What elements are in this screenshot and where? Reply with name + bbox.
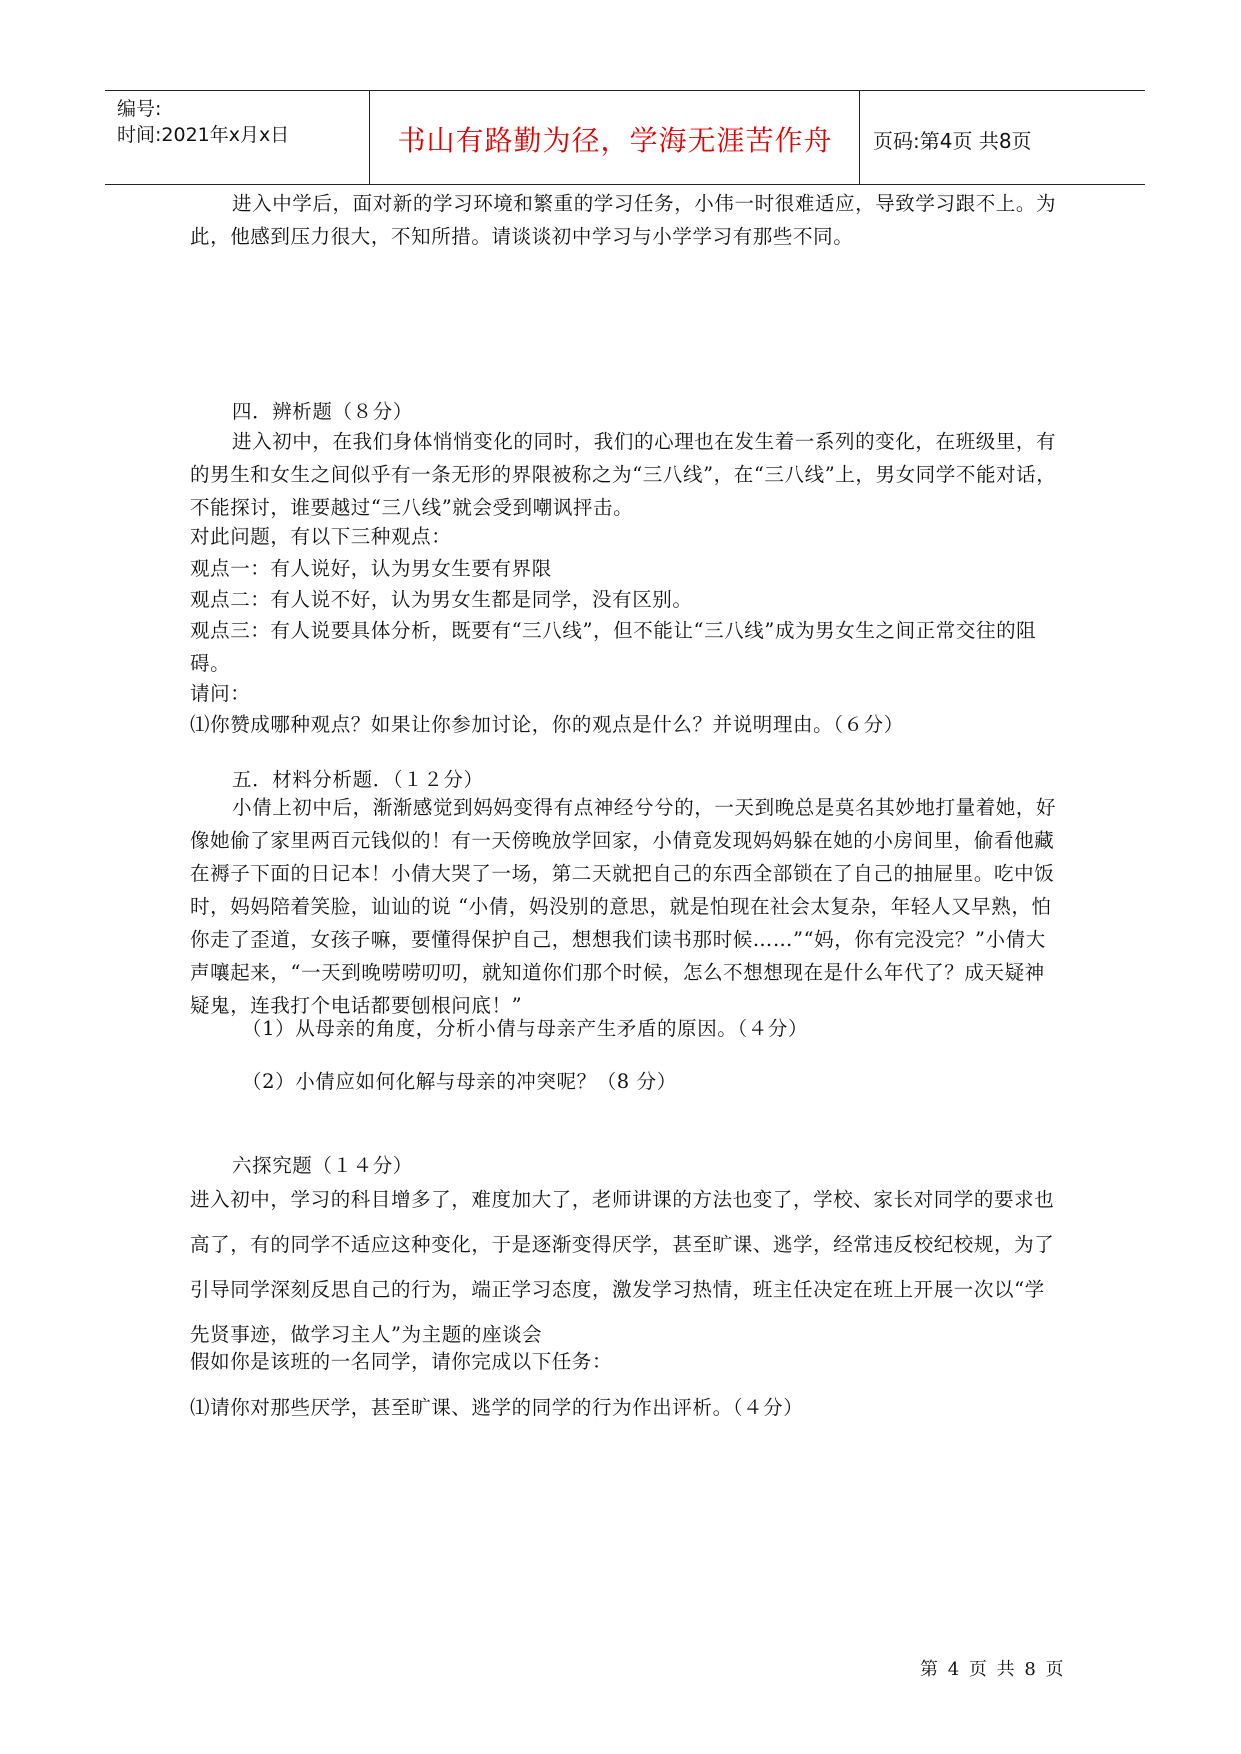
section-four-lead: 对此问题，有以下三种观点： — [190, 525, 452, 548]
view-one: 观点一：有人说好，认为男女生要有界限 — [190, 557, 552, 580]
view-two: 观点二：有人说不好，认为男女生都是同学，没有区别。 — [190, 588, 693, 611]
page-header — [105, 90, 1145, 185]
section-six-lead: 假如你是该班的一名同学，请你完成以下任务： — [190, 1350, 613, 1373]
section-five-question-one: （1）从母亲的角度，分析小倩与母亲产生矛盾的原因。（４分） — [242, 1017, 809, 1040]
section-five-question-two: （2）小倩应如何化解与母亲的冲突呢？（8 分） — [242, 1070, 677, 1093]
section-six-paragraph: 进入初中，学习的科目增多了，难度加大了，老师讲课的方法也变了，学校、家长对同学的要求也高了，有的同学不适应这种变化，于是逐渐变得厌学，甚至旷课、逃学，经常违反校纪校规，为了引导同学深刻反思自己的行为，端正学习态度，激发学习热情，班主任决定在班上开展一次以“学先贤事迹，做学习主人”为主题的座谈会 — [190, 1188, 1055, 1346]
section-four-title: 四．辨析题（８分） — [232, 400, 413, 423]
header-page-info: 页码:第4页 共8页 — [873, 129, 1032, 153]
section-four-question-one: ⑴你赞成哪种观点？如果让你参加讨论，你的观点是什么？并说明理由。（６分） — [190, 713, 904, 736]
header-divider — [369, 91, 370, 184]
section-six-question-one: ⑴请你对那些厌学，甚至旷课、逃学的同学的行为作出评析。（４分） — [190, 1396, 804, 1419]
section-five-paragraph: 小倩上初中后，渐渐感觉到妈妈变得有点神经兮兮的，一天到晚总是莫名其妙地打量着她，好像她偷了家里两百元钱似的！有一天傍晚放学回家，小倩竟发现妈妈躲在她的小房间里，偷看他藏在褥子下面的日记本！小倩大哭了一场，第二天就把自己的东西全部锁在了自己的抽屉里。吃中饭时，妈妈陪着笑脸，讪讪的说 “小倩，妈没别的意思，就是怕现在社会太复杂，年轻人又早熟，怕你走了歪道，女孩子嘛，要懂得保护自己，想想我们读书那时候……”“妈，你有完没完？”小倩大声嚷起来，“一天到晚唠唠叨叨，就知道你们那个时候，怎么不想想现在是什么年代了？成天疑神疑鬼，连我打个电话都要刨根问底！” — [190, 796, 1057, 1017]
page-footer: 第 4 页 共 8 页 — [920, 1659, 1066, 1680]
time-label: 时间:2021年x月x日 — [117, 124, 290, 146]
serial-number-label: 编号: — [117, 98, 162, 120]
section-five-title: 五．材料分析题．（１２分） — [232, 768, 484, 791]
section-six-title: 六探究题（１４分） — [232, 1154, 413, 1177]
header-divider — [859, 91, 860, 184]
question-three-text: 进入中学后，面对新的学习环境和繁重的学习任务，小伟一时很难适应，导致学习跟不上。为此，他感到压力很大，不知所措。请谈谈初中学习与小学学习有那些不同。 — [190, 192, 1057, 248]
section-four-paragraph: 进入初中，在我们身体悄悄变化的同时，我们的心理也在发生着一系列的变化，在班级里，有的男生和女生之间似乎有一条无形的界限被称之为“三八线”，在“三八线”上，男女同学不能对话，不能探讨，谁要越过“三八线”就会受到嘲讽抨击。 — [190, 430, 1057, 519]
view-three: 观点三：有人说要具体分析，既要有“三八线”，但不能让“三八线”成为男女生之间正常交往的阻碍。 — [190, 619, 1037, 675]
section-four-ask: 请问： — [190, 682, 251, 705]
header-info — [117, 91, 367, 184]
header-motto: 书山有路勤为径，学海无涯苦作舟 — [397, 124, 833, 157]
